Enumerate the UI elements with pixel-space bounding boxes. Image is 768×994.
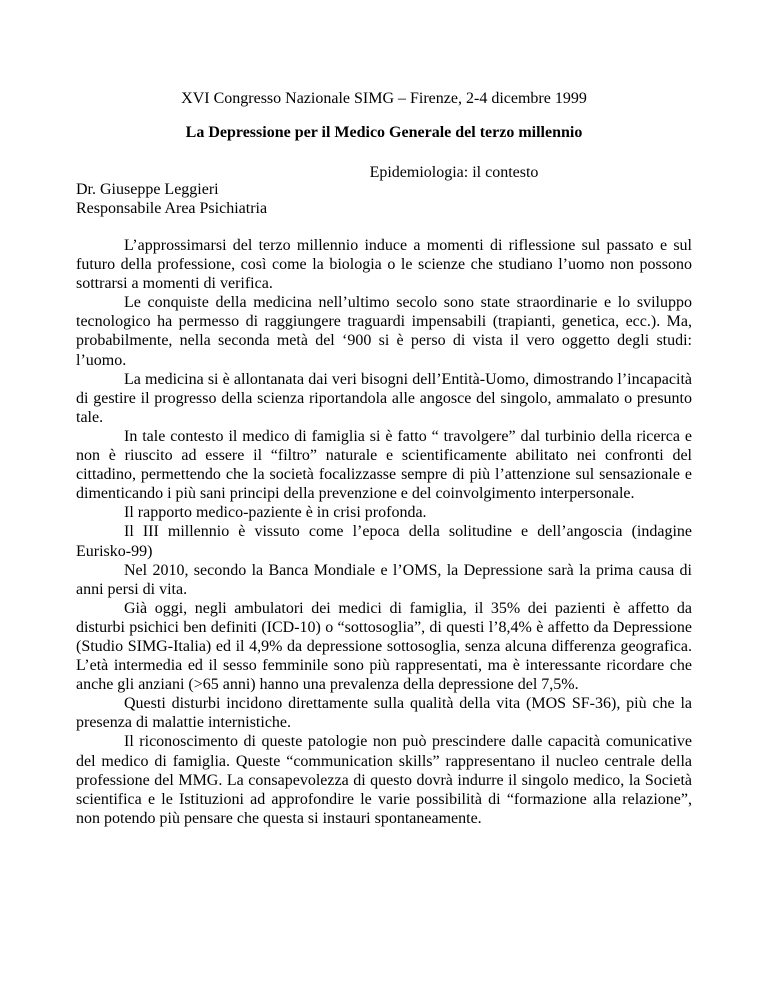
paragraph: In tale contesto il medico di famiglia si è fatto “ travolgere” dal turbinio della ricerca e non è riuscito ad essere il “filtro” naturale e scientificamente abilitato nei confronti del cittadino, permettendo che la società focalizzasse sempre di più l’attenzione sul sensazionale e dimenticando i più sani principi della prevenzione e del coinvolgimento interpersonale. xyxy=(76,427,692,503)
author-role: Responsabile Area Psichiatria xyxy=(76,200,268,217)
section-heading: Epidemiologia: il contesto xyxy=(369,164,539,181)
paragraph: Il riconoscimento di queste patologie non può prescindere dalle capacità comunicative del medico di famiglia. Queste “communication skills” rappresentano il nucleo centrale della professione del MMG. La consapevolezza di questo dovrà indurre il singolo medico, la Società scientifica e le Istituzioni ad approfondire le varie possibilità di “formazione alla relazione”, non potendo più pensare che questa si instauri spontaneamente. xyxy=(76,733,692,827)
paragraph: Nel 2010, secondo la Banca Mondiale e l’OMS, la Depressione sarà la prima causa di anni persi di vita. xyxy=(76,561,692,598)
author-name: Dr. Giuseppe Leggieri xyxy=(76,181,219,198)
paragraph: Già oggi, negli ambulatori dei medici di famiglia, il 35% dei pazienti è affetto da disturbi psichici ben definiti (ICD-10) o “sottosoglia”, di questi l’8,4% è affetto da Depressione (Studio SIMG-Italia) ed il 4,9% da depressione sottosoglia, senza alcuna differenza geografica. L’età intermedia ed il sesso femminile sono più rappresentati, ma è interessante ricordare che anche gli anziani (>65 anni) hanno una prevalenza della depressione del 7,5%. xyxy=(76,599,692,694)
document-body xyxy=(76,236,692,828)
paragraph: Il III millennio è vissuto come l’epoca della solitudine e dell’angoscia (indagine Eurisko-99) xyxy=(76,523,692,560)
paragraph: Il rapporto medico-paziente è in crisi profonda. xyxy=(124,504,427,522)
paragraph: La medicina si è allontanata dai veri bisogni dell’Entità-Uomo, dimostrando l’incapacità di gestire il progresso della scienza riportandola alle angosce del singolo, ammalato o presunto tale. xyxy=(76,370,692,426)
document-title: La Depressione per il Medico Generale del terzo millennio xyxy=(185,124,583,141)
paragraph: Questi disturbi incidono direttamente sulla qualità della vita (MOS SF-36), più che la presenza di malattie internistiche. xyxy=(76,695,692,732)
congress-heading: XVI Congresso Nazionale SIMG – Firenze, 2-4 dicembre 1999 xyxy=(181,90,587,107)
paragraph: Le conquiste della medicina nell’ultimo secolo sono state straordinarie e lo sviluppo tecnologico ha permesso di raggiungere traguardi impensabili (trapianti, genetica, ecc.). Ma, probabilmente, nella seconda metà del ‘900 si è perso di vista il vero oggetto degli studi: l’uomo. xyxy=(76,294,692,369)
paragraph: L’approssimarsi del terzo millennio induce a momenti di riflessione sul passato e sul futuro della professione, così come la biologia o le scienze che studiano l’uomo non possono sottrarsi a momenti di verifica. xyxy=(76,237,692,293)
